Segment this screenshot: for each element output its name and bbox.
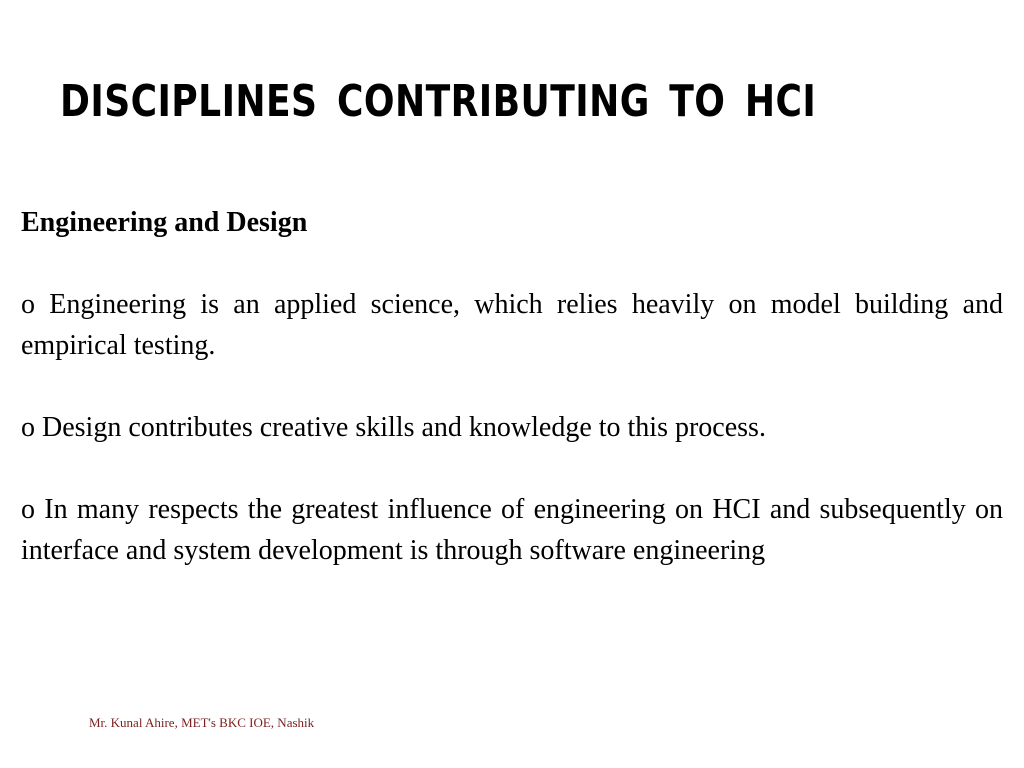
bullet-software-engineering: o In many respects the greatest influence of engineering on HCI and subsequently on interface and system development is through software engineering [21,494,1003,566]
slide-title: DISCIPLINES CONTRIBUTING TO HCI [60,76,817,127]
section-heading: Engineering and Design [21,207,308,238]
bullet-engineering: o Engineering is an applied science, which relies heavily on model building and empirical testing. [21,289,1003,361]
bullet-design: o Design contributes creative skills and knowledge to this process. [21,412,766,443]
slide-content [21,202,1003,612]
slide-footer: Mr. Kunal Ahire, MET's BKC IOE, Nashik [89,715,315,730]
